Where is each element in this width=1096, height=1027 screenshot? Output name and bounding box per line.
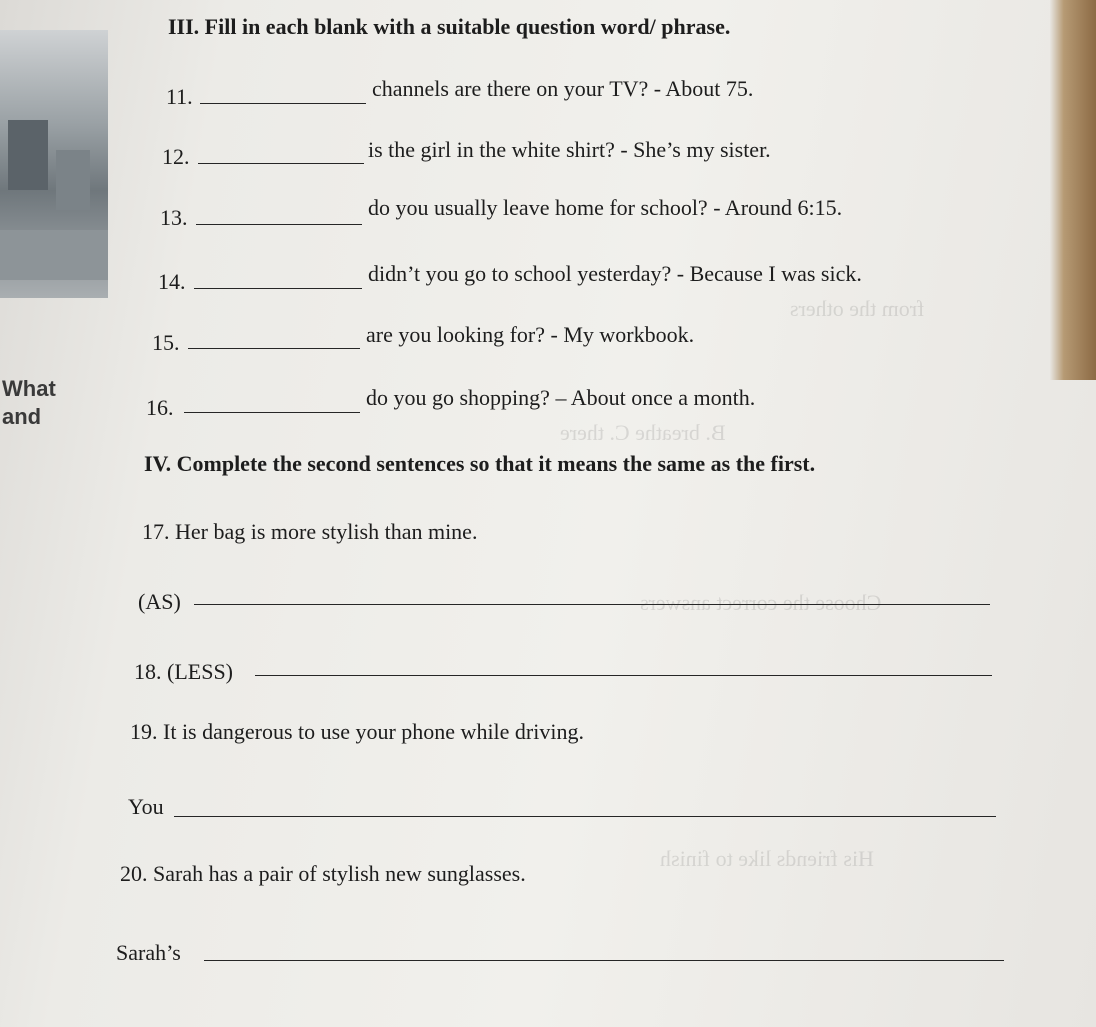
item-text: do you usually leave home for school? - Around 6:15. [368,195,843,220]
answer-blank[interactable] [194,288,362,289]
source-sentence: 17. Her bag is more stylish than mine. [142,519,478,544]
answer-blank[interactable] [198,163,364,164]
answer-blank[interactable] [200,103,366,104]
show-through-text: B. breathe C. there [560,420,726,445]
rewrite-prompt: 18. (LESS) [134,659,233,684]
item-number: 14. [158,269,186,294]
item-number: 12. [162,144,190,169]
item-number: 16. [146,395,174,420]
show-through-text: from the others [790,296,925,321]
section-heading: IV. Complete the second sentences so that it means the same as the first. [144,451,816,476]
source-sentence: 19. It is dangerous to use your phone while driving. [130,719,584,744]
item-number: 11. [166,84,193,109]
answer-blank[interactable] [188,348,360,349]
answer-line[interactable] [204,960,1004,961]
left-page-text: and [2,404,42,429]
source-sentence: 20. Sarah has a pair of stylish new sunglasses. [120,861,526,886]
item-text: do you go shopping? – About once a month. [366,385,756,410]
photo-ground [0,230,108,280]
item-number: 13. [160,205,188,230]
left-page-text: What [2,376,56,401]
rewrite-prompt: (AS) [138,589,181,614]
answer-line[interactable] [255,675,992,676]
photo-building [8,120,48,190]
answer-blank[interactable] [196,224,362,225]
show-through-text: Choose the correct answers [640,590,882,615]
item-number: 15. [152,330,180,355]
answer-blank[interactable] [184,412,360,413]
section-heading: III. Fill in each blank with a suitable question word/ phrase. [168,14,731,39]
item-text: are you looking for? - My workbook. [366,322,695,347]
item-text: channels are there on your TV? - About 75. [372,76,754,101]
answer-line[interactable] [194,604,990,605]
item-text: didn’t you go to school yesterday? - Because I was sick. [368,261,862,286]
wooden-table-edge [1050,0,1096,380]
answer-line[interactable] [174,816,996,817]
rewrite-start: Sarah’s [116,940,181,965]
left-page-photo [0,30,108,298]
show-through-text: His friends like to finish [660,846,874,871]
item-text: is the girl in the white shirt? - She’s my sister. [368,137,771,162]
rewrite-start: You [128,794,164,819]
photo-building [56,150,90,210]
